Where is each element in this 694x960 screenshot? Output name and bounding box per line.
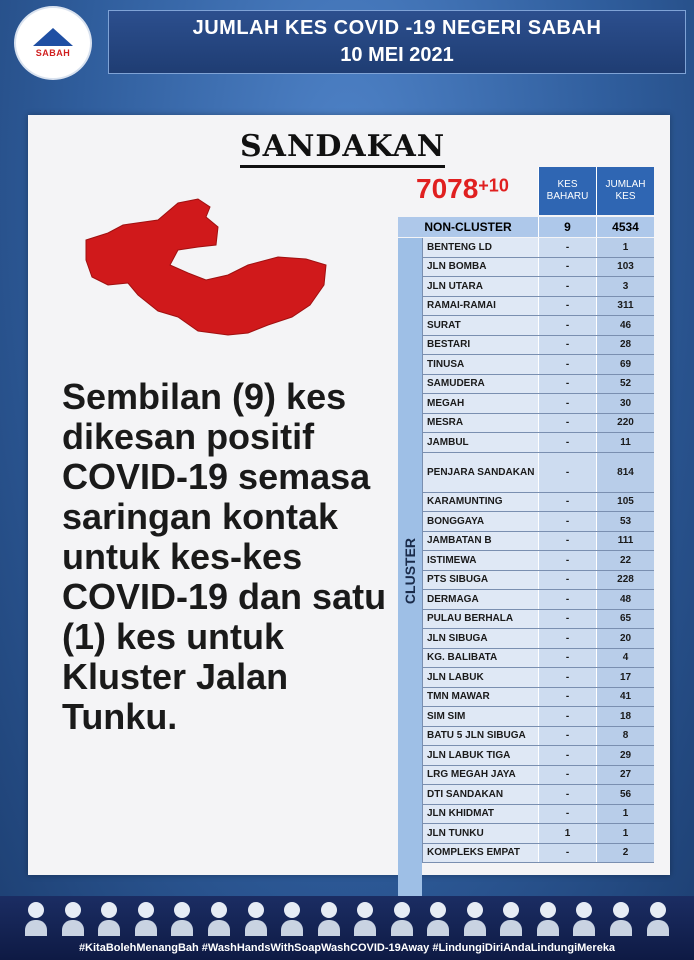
cluster-new: - (538, 844, 596, 863)
cluster-name: BONGGAYA (422, 512, 538, 531)
cluster-total: 18 (596, 707, 654, 726)
cluster-new: 1 (538, 824, 596, 843)
table-row (422, 844, 654, 864)
table-row (422, 824, 654, 844)
cluster-new: - (538, 785, 596, 804)
table-row (422, 375, 654, 395)
page-title (108, 10, 686, 74)
cluster-new: - (538, 727, 596, 746)
title-line1: JUMLAH KES COVID -19 NEGERI SABAH (192, 17, 602, 39)
cluster-side-label (398, 238, 422, 904)
cluster-name: PENJARA SANDAKAN (422, 453, 538, 492)
cluster-total: 27 (596, 766, 654, 785)
total-cases-value: 7078 (416, 173, 479, 204)
person-icon (427, 902, 449, 936)
cluster-total: 46 (596, 316, 654, 335)
cluster-name: BESTARI (422, 336, 538, 355)
cluster-name: JLN SIBUGA (422, 629, 538, 648)
cluster-total: 30 (596, 394, 654, 413)
person-icon (500, 902, 522, 936)
table-row (422, 297, 654, 317)
cluster-total: 1 (596, 238, 654, 257)
cluster-total: 3 (596, 277, 654, 296)
person-icon (573, 902, 595, 936)
cluster-new: - (538, 649, 596, 668)
cluster-name: KARAMUNTING (422, 493, 538, 512)
cluster-name: SIM SIM (422, 707, 538, 726)
main-panel (28, 115, 670, 875)
table-row (422, 785, 654, 805)
person-icon (354, 902, 376, 936)
cluster-new: - (538, 355, 596, 374)
cluster-new: - (538, 297, 596, 316)
cluster-new: - (538, 629, 596, 648)
new-cases-value: +10 (478, 175, 509, 196)
district-name: SANDAKAN (240, 129, 445, 168)
cluster-name: JLN BOMBA (422, 258, 538, 277)
cluster-name: RAMAI-RAMAI (422, 297, 538, 316)
table-row (422, 355, 654, 375)
summary-text: Sembilan (9) kes dikesan positif COVID-19 semasa saringan kontak untuk kes-kes COVID-19 dan satu (1) kes untuk Kluster Jalan Tunku. (62, 376, 387, 737)
table-row (422, 238, 654, 258)
title-date: 10 MEI 2021 (340, 44, 454, 66)
people-icons (0, 896, 694, 936)
cluster-total: 111 (596, 532, 654, 551)
cluster-name: JLN LABUK TIGA (422, 746, 538, 765)
cluster-total: 53 (596, 512, 654, 531)
sabah-logo (14, 6, 92, 80)
non-cluster-label: NON-CLUSTER (424, 220, 512, 234)
table-row (422, 707, 654, 727)
cluster-new: - (538, 493, 596, 512)
cluster-total: 20 (596, 629, 654, 648)
cluster-name: JAMBUL (422, 433, 538, 452)
cluster-total: 2 (596, 844, 654, 863)
hashtags: #KitaBolehMenangBah #WashHandsWithSoapWashCOVID-19Away #LindungiDiriAndaLindungiMereka (78, 942, 616, 954)
person-icon (281, 902, 303, 936)
table-row (422, 336, 654, 356)
cluster-name: BENTENG LD (422, 238, 538, 257)
cluster-new: - (538, 277, 596, 296)
sandakan-map-icon (78, 185, 338, 345)
person-icon (135, 902, 157, 936)
cluster-name: JLN UTARA (422, 277, 538, 296)
cluster-new: - (538, 766, 596, 785)
mountain-icon (33, 28, 73, 46)
cluster-total: 29 (596, 746, 654, 765)
col-new-header: KES BAHARU (538, 167, 596, 215)
cluster-name: MESRA (422, 414, 538, 433)
cluster-total: 4 (596, 649, 654, 668)
cluster-total: 1 (596, 824, 654, 843)
cluster-total: 52 (596, 375, 654, 394)
cluster-name: JAMBATAN B (422, 532, 538, 551)
cluster-name: ISTIMEWA (422, 551, 538, 570)
table-row (422, 551, 654, 571)
cluster-new: - (538, 590, 596, 609)
table-row (422, 258, 654, 278)
person-icon (62, 902, 84, 936)
cluster-total: 22 (596, 551, 654, 570)
total-cases (416, 173, 509, 205)
cluster-total: 228 (596, 571, 654, 590)
cluster-new: - (538, 805, 596, 824)
table-row (422, 688, 654, 708)
person-icon (647, 902, 669, 936)
cluster-total: 105 (596, 493, 654, 512)
cluster-name: LRG MEGAH JAYA (422, 766, 538, 785)
cluster-total: 103 (596, 258, 654, 277)
non-cluster-new: 9 (538, 217, 596, 237)
table-row (422, 668, 654, 688)
table-row (422, 629, 654, 649)
non-cluster-row (398, 217, 654, 237)
person-icon (245, 902, 267, 936)
cluster-total: 11 (596, 433, 654, 452)
cluster-total: 1 (596, 805, 654, 824)
table-row (422, 805, 654, 825)
cluster-name: TINUSA (422, 355, 538, 374)
cluster-new: - (538, 414, 596, 433)
cluster-new: - (538, 433, 596, 452)
cluster-total: 311 (596, 297, 654, 316)
table-row (422, 394, 654, 414)
cluster-name: JLN KHIDMAT (422, 805, 538, 824)
person-icon (98, 902, 120, 936)
cluster-new: - (538, 532, 596, 551)
cluster-new: - (538, 688, 596, 707)
table-row (422, 532, 654, 552)
person-icon (25, 902, 47, 936)
cluster-new: - (538, 336, 596, 355)
table-row (422, 512, 654, 532)
cluster-new: - (538, 707, 596, 726)
table-row (422, 766, 654, 786)
table-row (422, 590, 654, 610)
table-row (422, 277, 654, 297)
table-row (422, 649, 654, 669)
cluster-total: 17 (596, 668, 654, 687)
cluster-name: JLN LABUK (422, 668, 538, 687)
cluster-new: - (538, 610, 596, 629)
cluster-total: 8 (596, 727, 654, 746)
person-icon (610, 902, 632, 936)
col-total-header: JUMLAH KES (596, 167, 654, 215)
cluster-new: - (538, 746, 596, 765)
footer-banner (0, 896, 694, 960)
cluster-new: - (538, 453, 596, 492)
cluster-new: - (538, 668, 596, 687)
person-icon (318, 902, 340, 936)
cluster-total: 48 (596, 590, 654, 609)
table-row (422, 433, 654, 453)
cluster-new: - (538, 258, 596, 277)
person-icon (171, 902, 193, 936)
cluster-label: CLUSTER (402, 537, 418, 605)
table-row (422, 316, 654, 336)
logo-text: SABAH (35, 48, 71, 58)
person-icon (464, 902, 486, 936)
table-row (422, 414, 654, 434)
table-row (422, 746, 654, 766)
person-icon (391, 902, 413, 936)
cluster-name: PULAU BERHALA (422, 610, 538, 629)
cluster-new: - (538, 316, 596, 335)
cluster-new: - (538, 375, 596, 394)
table-row (422, 493, 654, 513)
cluster-total: 56 (596, 785, 654, 804)
cluster-total: 28 (596, 336, 654, 355)
cluster-name: MEGAH (422, 394, 538, 413)
cluster-name: KOMPLEKS EMPAT (422, 844, 538, 863)
cluster-name: KG. BALIBATA (422, 649, 538, 668)
table-row (422, 727, 654, 747)
cluster-total: 814 (596, 453, 654, 492)
cluster-name: TMN MAWAR (422, 688, 538, 707)
person-icon (208, 902, 230, 936)
non-cluster-total: 4534 (596, 217, 654, 237)
cluster-name: PTS SIBUGA (422, 571, 538, 590)
table-row (422, 571, 654, 591)
cluster-name: DTI SANDAKAN (422, 785, 538, 804)
cluster-new: - (538, 238, 596, 257)
table-header (538, 167, 654, 215)
cluster-name: BATU 5 JLN SIBUGA (422, 727, 538, 746)
cluster-name: SAMUDERA (422, 375, 538, 394)
table-row (422, 610, 654, 630)
cluster-new: - (538, 551, 596, 570)
cluster-name: JLN TUNKU (422, 824, 538, 843)
cluster-total: 69 (596, 355, 654, 374)
cluster-new: - (538, 394, 596, 413)
cluster-new: - (538, 512, 596, 531)
cluster-name: DERMAGA (422, 590, 538, 609)
cluster-rows (422, 238, 654, 863)
person-icon (537, 902, 559, 936)
table-row (422, 453, 654, 493)
cluster-new: - (538, 571, 596, 590)
cluster-name: SURAT (422, 316, 538, 335)
cluster-total: 65 (596, 610, 654, 629)
cluster-total: 41 (596, 688, 654, 707)
cluster-total: 220 (596, 414, 654, 433)
